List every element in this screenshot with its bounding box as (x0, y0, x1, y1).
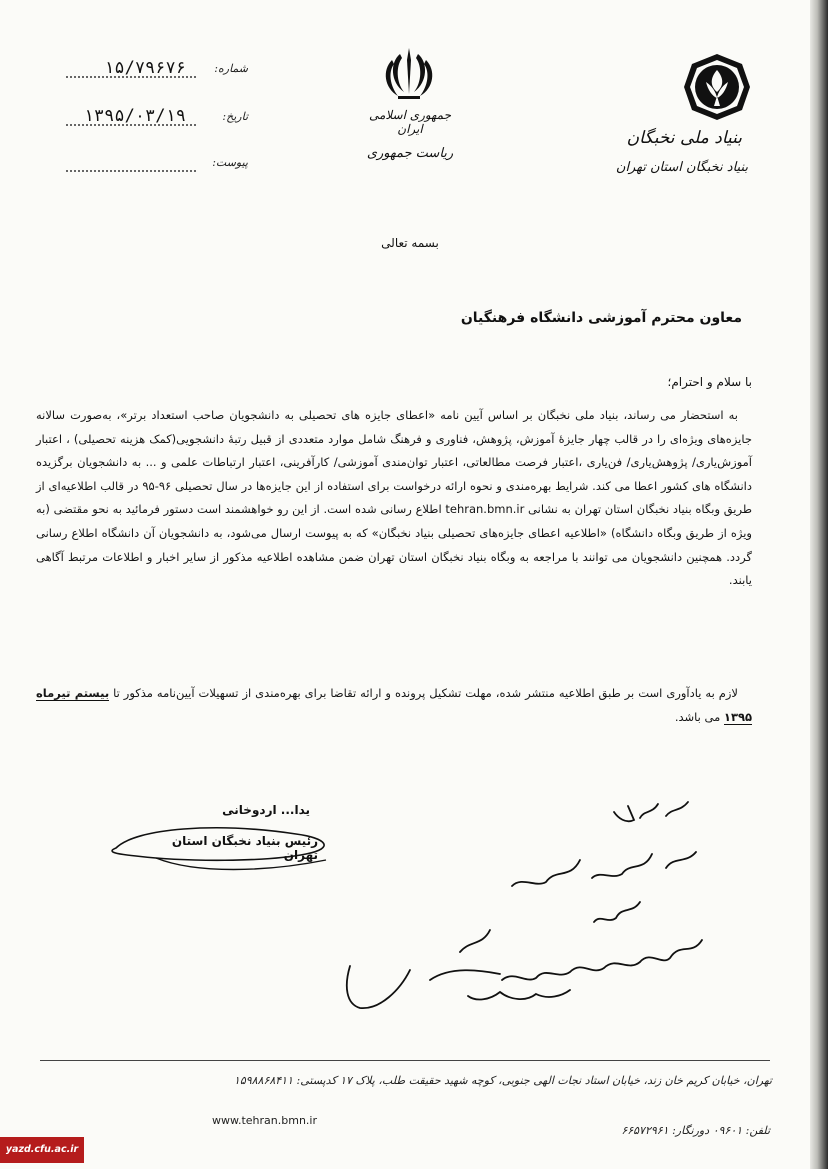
letter-date-row (58, 106, 248, 130)
deadline-date: بیستم تیرماه ۱۳۹۵ (36, 686, 752, 724)
letter-number-row (58, 58, 248, 82)
gov-line-2: ریاست جمهوری (366, 146, 454, 161)
basmala: بسمه تعالی (381, 236, 439, 250)
attachment-row (58, 152, 248, 176)
addressee: معاون محترم آموزشی دانشگاه فرهنگیان (460, 310, 742, 326)
body-paragraph-2 (36, 682, 752, 729)
signer-name: یدا... اردوخانی (222, 803, 310, 817)
footer-website: www.tehran.bmn.ir (212, 1114, 318, 1127)
footer-phones: تلفن: ۰۹۶۰۱ دورنگار: ۶۶۵۷۲۹۶۱ (621, 1124, 770, 1137)
attachment-label: پیوست: (212, 156, 248, 169)
gov-line-1: جمهوری اسلامی ایران (368, 108, 452, 136)
dotted-line (66, 170, 196, 172)
letter-date: ۱۳۹۵/۰۳/۱۹ (83, 106, 186, 126)
org-subtitle: بنیاد نخبگان استان تهران (615, 160, 748, 175)
greeting: با سلام و احترام؛ (667, 375, 752, 389)
scan-edge-shadow (810, 0, 828, 1169)
footer-address: تهران، خیابان کریم خان زند، خیابان استاد نجات الهی جنوبی، کوچه شهید حقیقت طلب، پلاک ۱۷ کدپستی: ۱۵۹۸۸۶۸۴۱۱ (233, 1074, 772, 1087)
org-name: بنیاد ملی نخبگان (626, 128, 742, 148)
handwritten-note (300, 790, 720, 1030)
iran-emblem-icon (380, 44, 438, 102)
watermark-badge[interactable]: yazd.cfu.ac.ir (0, 1137, 84, 1163)
elite-foundation-logo (682, 52, 752, 122)
paragraph-2-end: می باشد. (674, 709, 724, 724)
paragraph-2-start: لازم به یادآوری است بر طبق اطلاعیه منتشر شده، مهلت تشکیل پرونده و ارائه تقاضا برای بهره‌مندی از تسهیلات آیین‌نامه مذکور تا (109, 686, 738, 700)
number-label: شماره: (214, 62, 248, 75)
signer-title: رئیس بنیاد نخبگان استان تهران (171, 834, 318, 862)
letter-number: ۱۵/۷۹۶۷۶ (104, 58, 186, 78)
body-paragraph-1: به استحضار می رساند، بنیاد ملی نخبگان بر اساس آیین نامه «اعطای جایزه های تحصیلی به دانشجویان صاحب استعداد برتر»، به‌صورت سالانه جایزه‌های ویژه‌ای را در قالب چهار جایزهٔ آموزش، پژوهش، فناوری و فرهنگ شامل موارد متعددی از قبیل رتبهٔ دانشجویی(کمک هزینه تحصیلی) ، اعتبار آموزش‌یاری/ پژوهش‌یاری/ فن‌یاری ،اعتبار فرصت مطالعاتی، اعتبار توان‌مندی آموزشی/ کارآفرینی، اعتبار ارتباطات علمی و ... به دانشجویان برگزیده دانشگاه های کشور اعطا می کند. شرایط بهره‌مندی و نحوه ارائه درخواست برای استفاده از این جایزه‌ها در سال تحصیلی ۹۶-۹۵ در قالب اطلاعیه‌ای از طریق وبگاه بنیاد نخبگان استان تهران به نشانی tehran.bmn.ir اطلاع رسانی شده است. از این رو خواهشمند است دستور فرمائید به نحو مقتضی (به ویژه از طریق وبگاه دانشگاه) «اطلاعیه اعطای جایزه‌های تحصیلی بنیاد نخبگان» که به پیوست ارسال می‌شود، به دانشجویان آن دانشگاه اطلاع رسانی گردد. همچنین دانشجویان می توانند با مراجعه به وبگاه بنیاد نخبگان استان تهران ضمن مشاهده اطلاعیه مذکور از سایر اخبار و اطلاعات مرتبط آگاهی یابند. (36, 408, 752, 588)
date-label: تاریخ: (222, 110, 248, 123)
footer-rule (40, 1060, 770, 1061)
